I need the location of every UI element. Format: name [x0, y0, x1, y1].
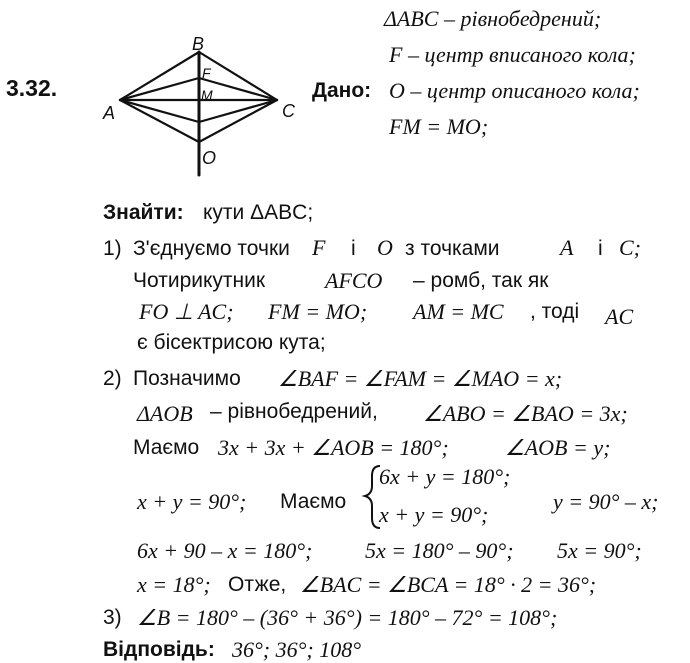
system-eq-2: x + y = 90°;: [379, 502, 489, 527]
step2-line5-b: 5x = 180° – 90°;: [365, 538, 514, 563]
step1-line1-b: з точками: [405, 237, 500, 260]
step3-angle-b: ∠B = 180° – (36° + 36°) = 180° – 72° = 108°;: [137, 605, 558, 630]
step3-number: 3): [103, 606, 122, 629]
system-eq-1: 6x + y = 180°;: [379, 464, 511, 489]
step2-line5-c: 5x = 90°;: [557, 538, 642, 563]
rhombus-figure: [0, 0, 320, 190]
step2-isosceles: – рівнобедрений,: [210, 400, 378, 423]
segment-af: [120, 78, 199, 100]
step2-x-value: x = 18°;: [137, 572, 211, 597]
step1-line4: є бісектрисою кута;: [137, 331, 326, 354]
label-f: F: [202, 65, 211, 81]
step1-am-mc: AM = MC: [413, 299, 504, 324]
step1-line2-b: – ромб, так як: [413, 269, 549, 292]
segment-ao: [120, 100, 199, 122]
given-line-2: F – центр вписаного кола;: [389, 42, 636, 67]
segment-a-lower: [120, 100, 199, 142]
step1-point-f: F: [312, 235, 326, 260]
side-ab: [120, 52, 199, 100]
label-m: M: [201, 87, 213, 103]
answer-values: 36°; 36°; 108°: [232, 637, 362, 662]
given-line-4: FM = MO;: [389, 114, 489, 139]
step2-angles-x: ∠BAF = ∠FAM = ∠MAO = x;: [278, 366, 563, 391]
find-text: кути ΔABC;: [203, 201, 314, 224]
step2-line1-a: Позначимо: [133, 367, 241, 390]
step2-xy-eq: x + y = 90°;: [137, 489, 247, 514]
step1-then: , тоді: [530, 300, 580, 323]
step1-line1-a: З'єднуємо точки: [133, 237, 290, 260]
step1-fm-mo: FM = MO;: [268, 299, 368, 324]
given-line-1: ΔABC – рівнобедрений;: [384, 6, 602, 31]
brace-icon: [365, 466, 380, 528]
label-o: O: [202, 148, 217, 168]
step2-hence: Отже,: [228, 573, 287, 596]
label-c: C: [282, 101, 295, 121]
label-a: A: [103, 103, 116, 123]
step2-triangle-aob: ΔAOB: [137, 401, 193, 426]
step1-conj-2: і: [598, 237, 603, 260]
step2-number: 2): [103, 367, 122, 390]
step1-ac: AC: [605, 304, 634, 329]
step2-sum-eq: 3x + 3x + ∠AOB = 180°;: [218, 435, 449, 460]
step2-base-angles: ∠BAC = ∠BCA = 18° · 2 = 36°;: [300, 572, 597, 597]
problem-number: 3.32.: [6, 75, 58, 101]
step2-angles-3x: ∠ABO = ∠BAO = 3x;: [423, 401, 628, 426]
step1-point-a: A: [560, 235, 574, 260]
step1-point-c: C;: [619, 235, 641, 260]
step1-conj-1: і: [351, 237, 356, 260]
segment-oc: [199, 100, 277, 122]
given-label: Дано:: [312, 79, 372, 102]
step2-aob-y: ∠AOB = y;: [505, 435, 611, 460]
step2-line3-a: Маємо: [133, 436, 200, 459]
step2-line4-b: Маємо: [280, 490, 347, 513]
segment-c-lower: [199, 100, 277, 142]
step1-quadrilateral: AFCO: [325, 268, 383, 293]
label-b: B: [192, 34, 205, 54]
step1-number: 1): [103, 237, 122, 260]
step2-y-expr: y = 90° – x;: [553, 489, 659, 514]
step1-point-o: O: [377, 235, 393, 260]
step1-perp: FO ⊥ AC;: [139, 299, 234, 324]
step2-line5-a: 6x + 90 – x = 180°;: [137, 538, 313, 563]
step1-line2-a: Чотирикутник: [133, 269, 266, 292]
given-line-3: O – центр описаного кола;: [389, 78, 640, 103]
answer-label: Відповідь:: [103, 638, 215, 661]
find-label: Знайти:: [103, 201, 184, 224]
